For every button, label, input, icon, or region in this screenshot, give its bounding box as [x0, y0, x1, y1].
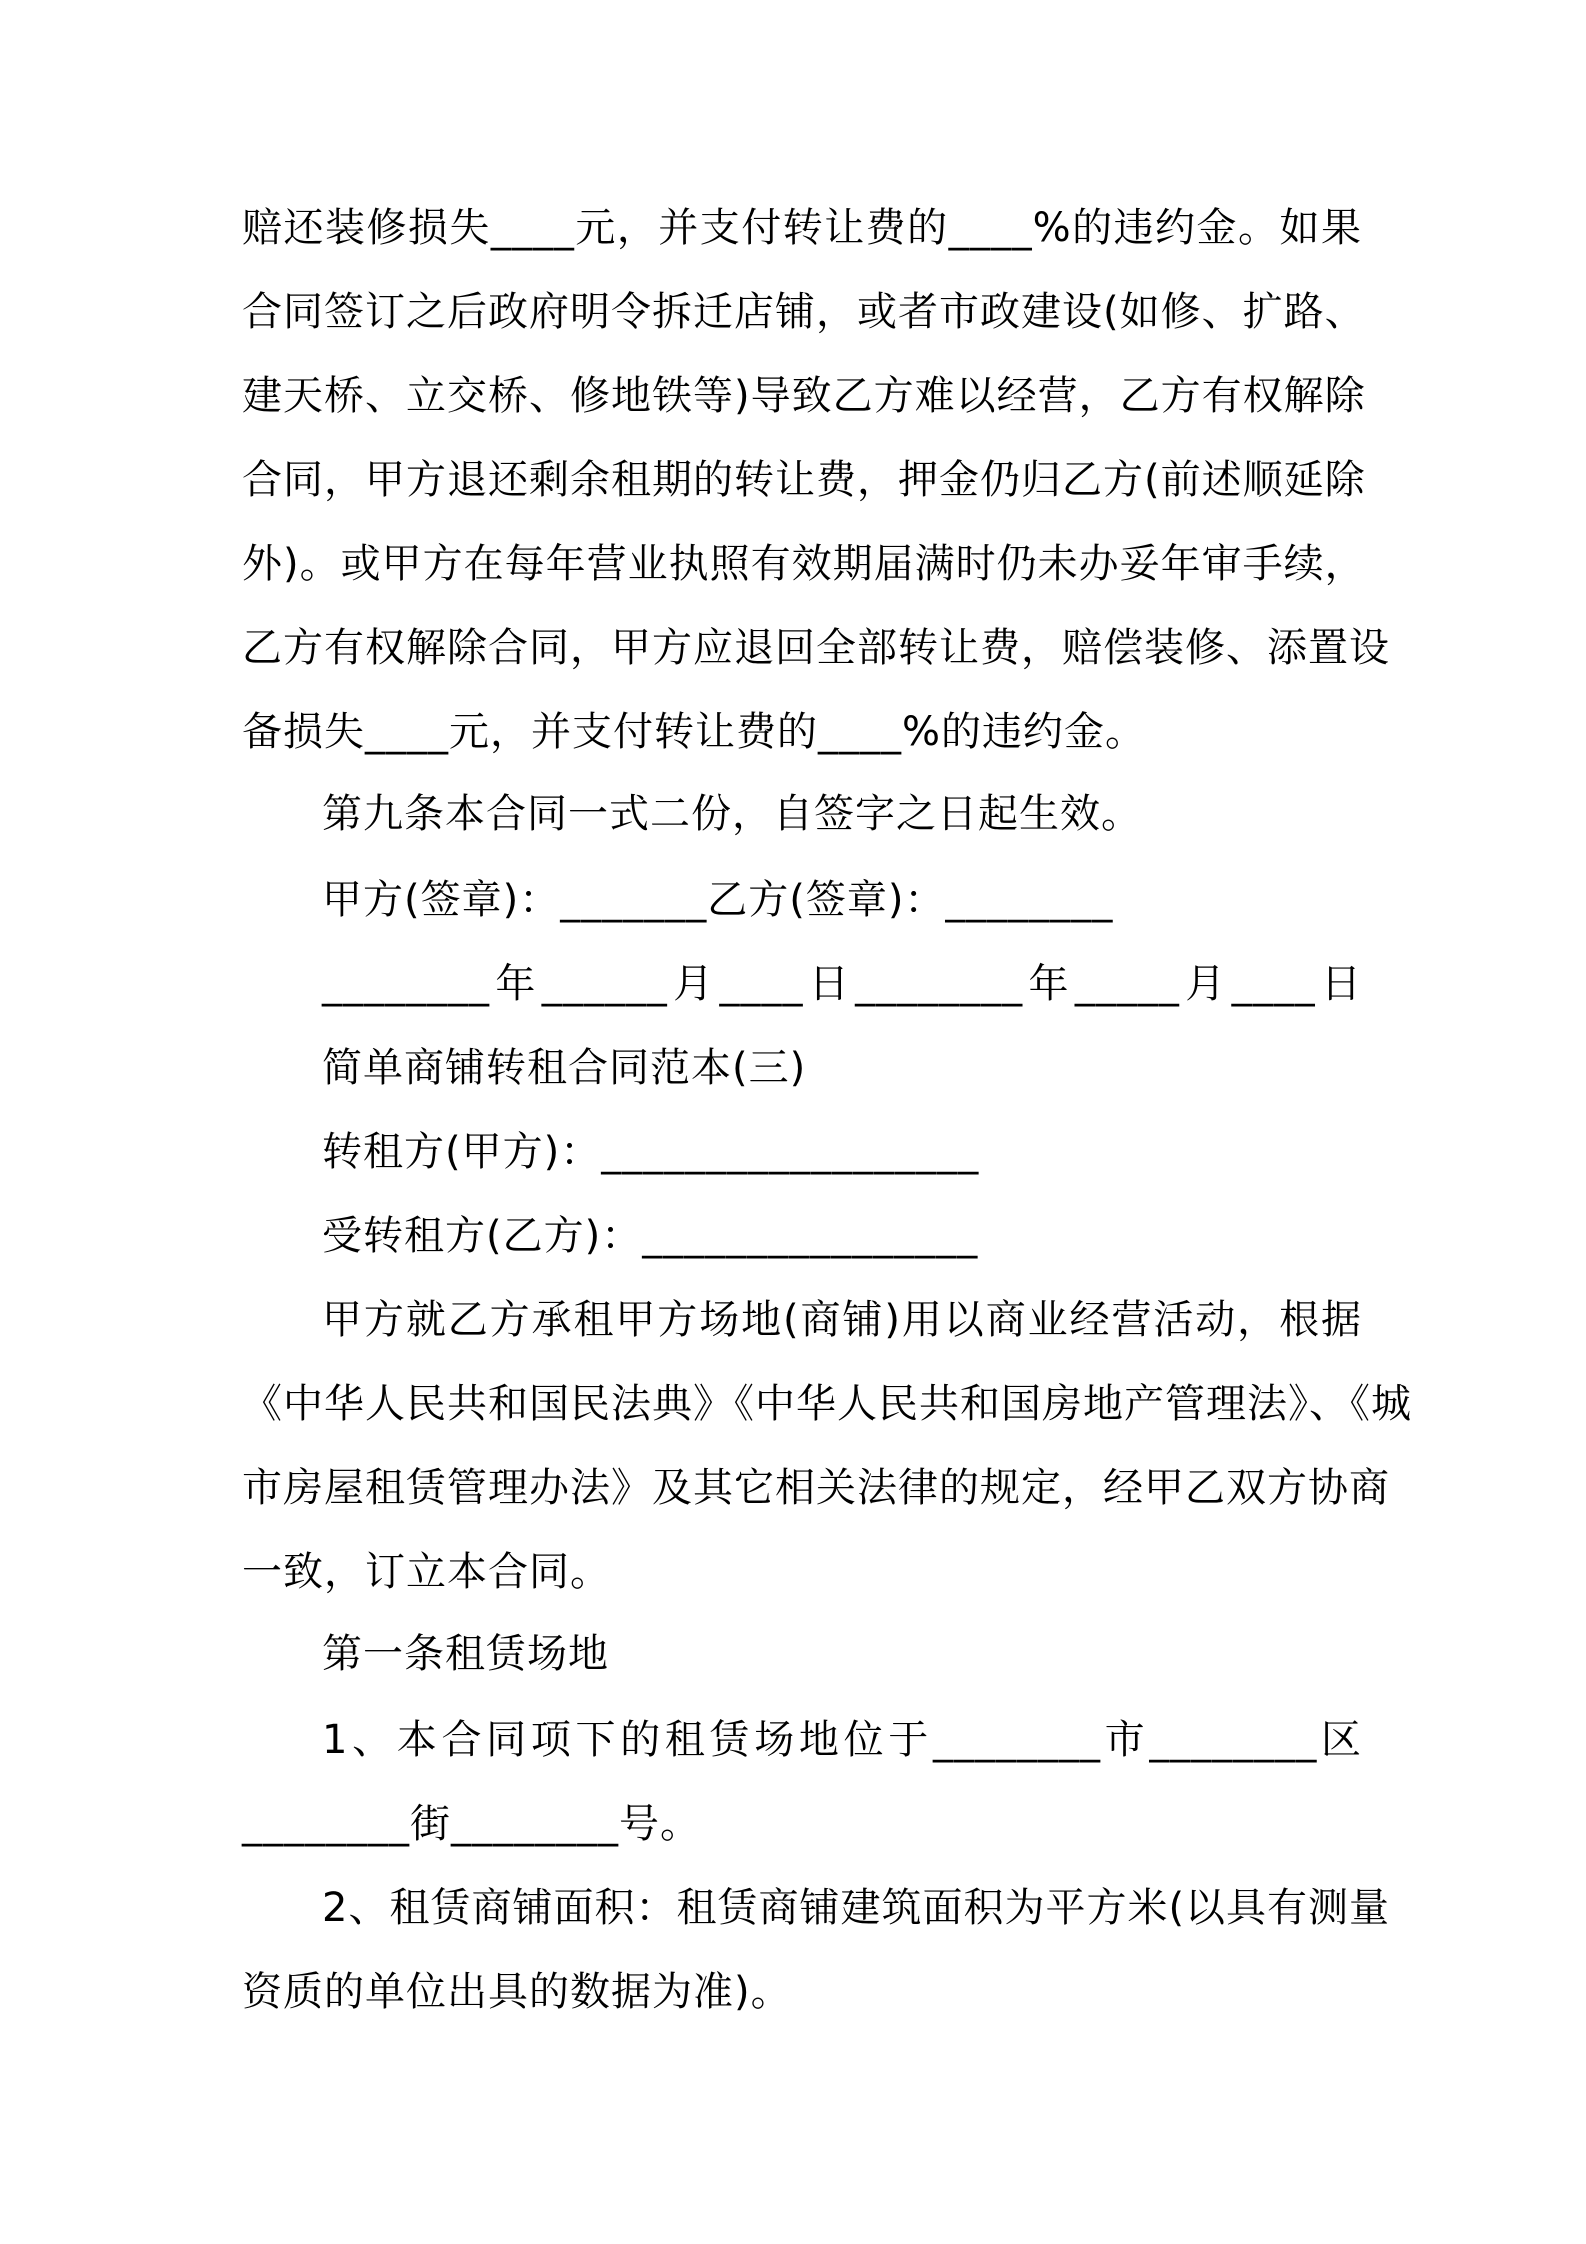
body-text-line: 《中华人民共和国民法典》《中华人民共和国房地产管理法》、《城	[242, 1381, 1412, 1427]
body-text-line: 备损失____元，并支付转让费的____%的违约金。	[242, 709, 1147, 755]
body-text-line: 甲方就乙方承租甲方场地(商铺)用以商业经营活动，根据	[322, 1297, 1362, 1343]
body-text-line: 赔还装修损失____元，并支付转让费的____%的违约金。如果	[242, 205, 1362, 251]
body-text-line: 建天桥、立交桥、修地铁等)导致乙方难以经营，乙方有权解除	[242, 373, 1366, 419]
contract-title: 简单商铺转租合同范本(三)	[322, 1045, 807, 1091]
body-text-line: 一致，订立本合同。	[242, 1549, 611, 1595]
article-nine: 第九条本合同一式二份，自签字之日起生效。	[322, 791, 1142, 837]
clause-item: 2、租赁商铺面积：租赁商铺建筑面积为平方米(以具有测量	[322, 1885, 1391, 1931]
clause-item: ________街________号。	[242, 1801, 701, 1847]
body-text-line: 外)。或甲方在每年营业执照有效期届满时仍未办妥年审手续，	[242, 541, 1366, 587]
article-one-heading: 第一条租赁场地	[322, 1631, 609, 1677]
clause-item: 1、本合同项下的租赁场地位于________市________区	[322, 1717, 1362, 1763]
date-line: ________年______月____日________年_____月____日	[322, 961, 1362, 1007]
body-text-line: 市房屋租赁管理办法》及其它相关法律的规定，经甲乙双方协商	[242, 1465, 1390, 1511]
body-text-line: 乙方有权解除合同，甲方应退回全部转让费，赔偿装修、添置设	[242, 625, 1390, 671]
signature-line: 甲方(签章)：_______乙方(签章)：________	[322, 877, 1114, 923]
party-a-line: 转租方(甲方)：__________________	[322, 1129, 980, 1175]
clause-item: 资质的单位出具的数据为准)。	[242, 1969, 792, 2015]
body-text-line: 合同，甲方退还剩余租期的转让费，押金仍归乙方(前述顺延除	[242, 457, 1366, 503]
body-text-line: 合同签订之后政府明令拆迁店铺，或者市政建设(如修、扩路、	[242, 289, 1366, 335]
party-b-line: 受转租方(乙方)：________________	[322, 1213, 979, 1259]
